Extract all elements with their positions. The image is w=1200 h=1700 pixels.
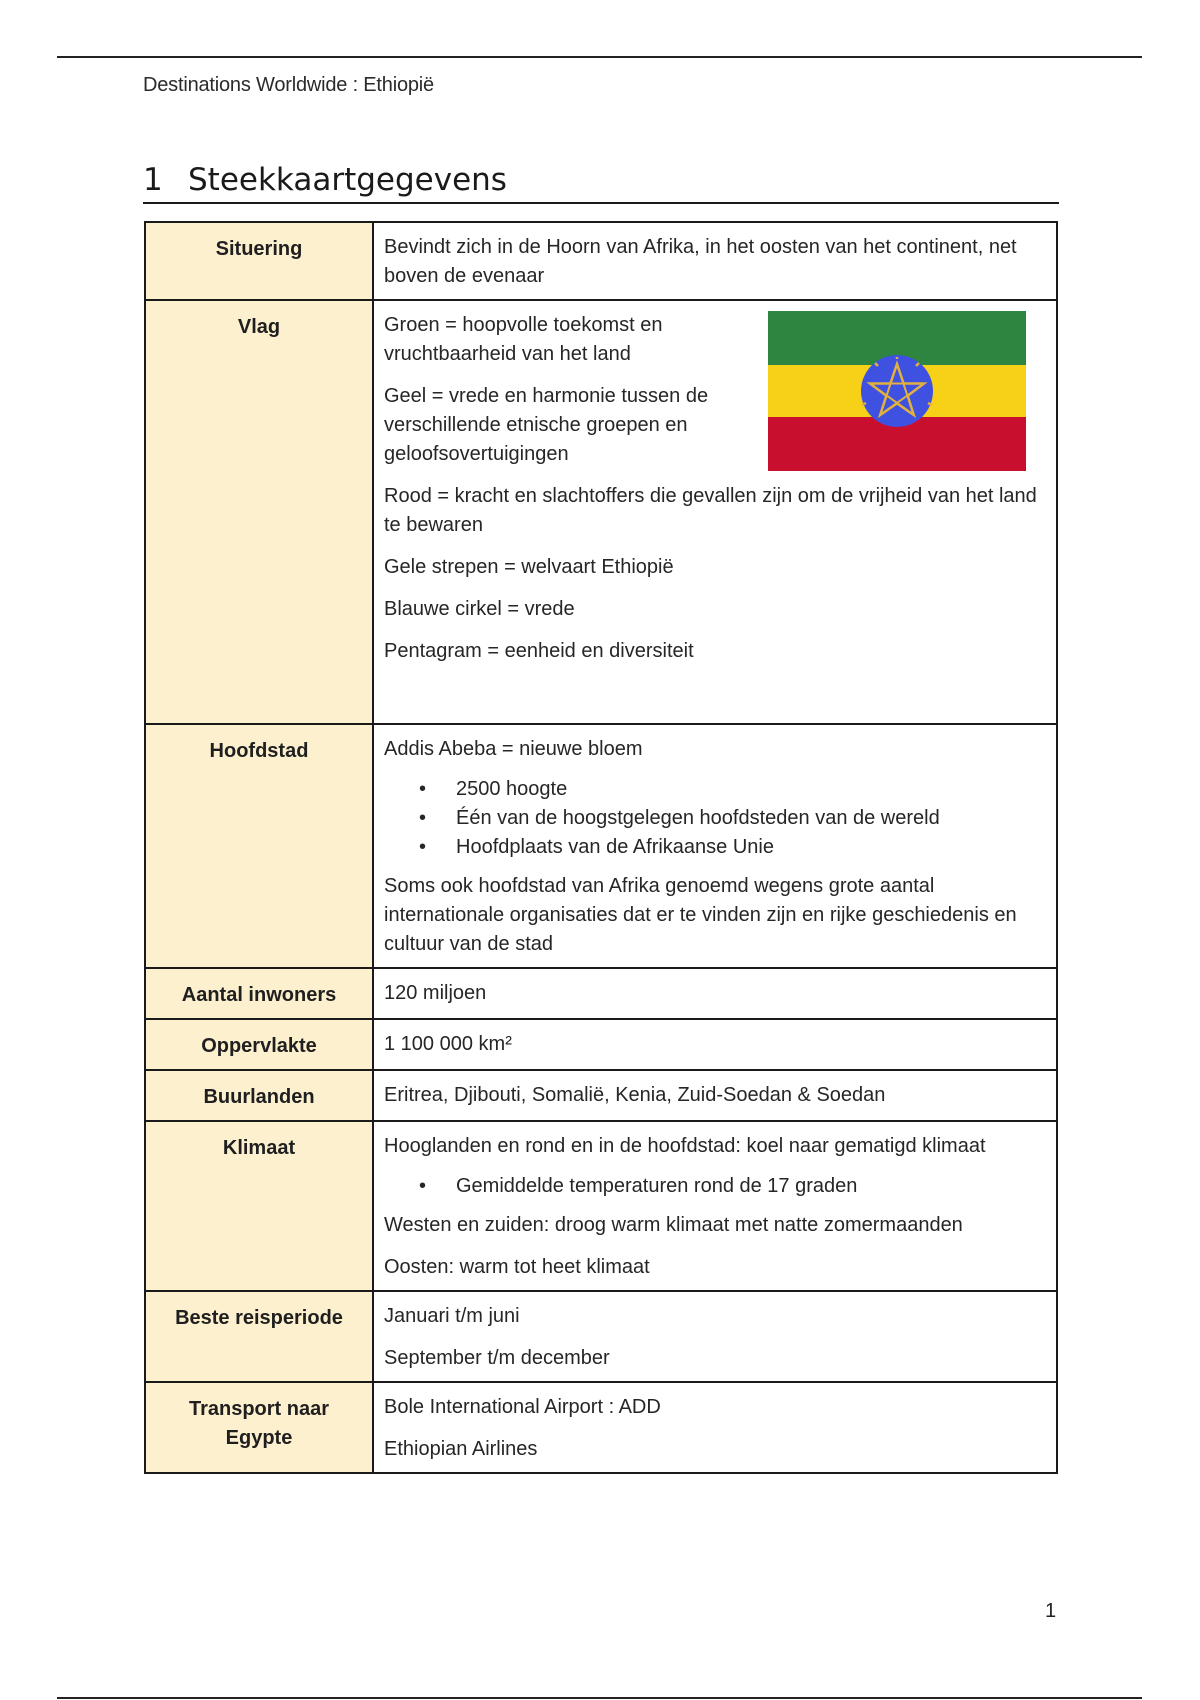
- table-row-klimaat: [145, 1121, 1057, 1291]
- row-value: [373, 1382, 1057, 1473]
- section-heading: [143, 162, 1059, 204]
- travel-period-1: Januari t/m juni: [384, 1305, 520, 1327]
- bullet-icon: •: [419, 1175, 427, 1197]
- row-label: Hoofdstad: [145, 724, 373, 968]
- row-value: [373, 222, 1057, 300]
- row-label: Klimaat: [145, 1121, 373, 1291]
- row-label: Vlag: [145, 300, 373, 724]
- neighbours-text: Eritrea, Djibouti, Somalië, Kenia, Zuid-Soedan & Soedan: [384, 1084, 886, 1106]
- row-value: [373, 1070, 1057, 1121]
- ethiopia-flag-image: [768, 311, 1026, 471]
- row-label: Oppervlakte: [145, 1019, 373, 1070]
- page-number: 1: [1045, 1600, 1057, 1622]
- row-value: [373, 968, 1057, 1019]
- flag-green-text: Groen = hoopvolle toekomst en vruchtbaarheid van het land: [384, 314, 663, 365]
- list-item: • 2500 hoogte: [456, 775, 1046, 804]
- table-row-vlag: [145, 300, 1057, 724]
- flag-circle-text: Blauwe cirkel = vrede: [384, 598, 575, 620]
- table-row-oppervlakte: [145, 1019, 1057, 1070]
- row-label: Transport naar Egypte: [145, 1382, 373, 1473]
- row-value: [373, 1121, 1057, 1291]
- bullet-icon: •: [419, 778, 427, 800]
- row-value: [373, 1291, 1057, 1382]
- bullet-icon: •: [419, 836, 427, 858]
- table-row-reisperiode: [145, 1291, 1057, 1382]
- row-value: [373, 1019, 1057, 1070]
- climate-west-south: Westen en zuiden: droog warm klimaat met natte zomermaanden: [384, 1214, 963, 1236]
- table-row-buurlanden: [145, 1070, 1057, 1121]
- bullet-icon: •: [419, 807, 427, 829]
- travel-period-2: September t/m december: [384, 1347, 610, 1369]
- heading-number: 1: [143, 162, 163, 198]
- capital-outro: Soms ook hoofdstad van Afrika genoemd wegens grote aantal internationale organisaties dat er te vinden zijn en rijke geschiedenis en cultuur van de stad: [384, 875, 1017, 955]
- list-item: • Hoofdplaats van de Afrikaanse Unie: [456, 833, 1046, 862]
- capital-bullet-list: [384, 775, 1046, 862]
- capital-intro: Addis Abeba = nieuwe bloem: [384, 738, 643, 760]
- flag-red-text: Rood = kracht en slachtoffers die gevallen zijn om de vrijheid van het land te bewaren: [384, 485, 1037, 536]
- population-text: 120 miljoen: [384, 982, 487, 1004]
- running-header: Destinations Worldwide : Ethiopië: [143, 74, 434, 96]
- area-text: 1 100 000 km²: [384, 1033, 512, 1055]
- flag-stripes-text: Gele strepen = welvaart Ethiopië: [384, 556, 674, 578]
- table-row-situering: [145, 222, 1057, 300]
- climate-intro: Hooglanden en rond en in de hoofdstad: koel naar gematigd klimaat: [384, 1135, 986, 1157]
- climate-bullet-list: [384, 1172, 1046, 1201]
- flag-icon: [768, 311, 1026, 471]
- bottom-page-rule: [57, 1697, 1142, 1699]
- row-label: Situering: [145, 222, 373, 300]
- row-value: [373, 724, 1057, 968]
- list-item: • Gemiddelde temperaturen rond de 17 graden: [456, 1172, 1046, 1201]
- fact-sheet-table: [144, 221, 1058, 1474]
- table-row-hoofdstad: [145, 724, 1057, 968]
- table-row-transport: [145, 1382, 1057, 1473]
- top-page-rule: [57, 56, 1142, 58]
- flag-yellow-text: Geel = vrede en harmonie tussen de verschillende etnische groepen en geloofsovertuigingen: [384, 385, 709, 465]
- row-label: Aantal inwoners: [145, 968, 373, 1019]
- climate-east: Oosten: warm tot heet klimaat: [384, 1256, 650, 1278]
- transport-airline: Ethiopian Airlines: [384, 1438, 538, 1460]
- row-label: Buurlanden: [145, 1070, 373, 1121]
- heading-title: Steekkaartgegevens: [188, 162, 507, 198]
- row-value: [373, 300, 1057, 724]
- list-item: • Één van de hoogstgelegen hoofdsteden van de wereld: [456, 804, 1046, 833]
- table-row-inwoners: [145, 968, 1057, 1019]
- transport-airport: Bole International Airport : ADD: [384, 1396, 661, 1418]
- row-label: Beste reisperiode: [145, 1291, 373, 1382]
- flag-pentagram-text: Pentagram = eenheid en diversiteit: [384, 640, 694, 662]
- situering-text: Bevindt zich in de Hoorn van Afrika, in het oosten van het continent, net boven de evenaar: [384, 236, 1017, 287]
